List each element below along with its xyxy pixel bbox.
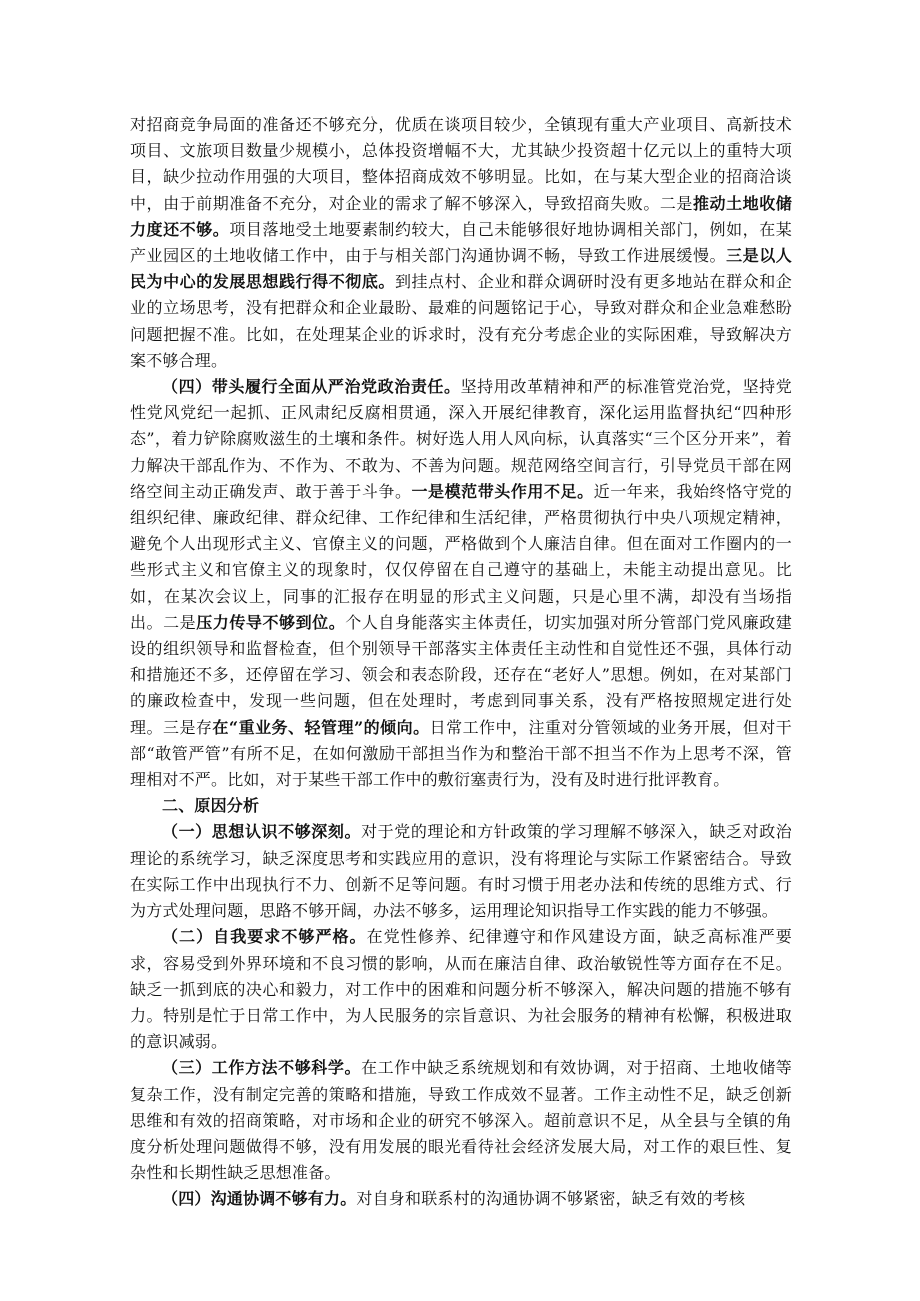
bold-text-run: （二）自我要求不够严格。 — [162, 927, 367, 947]
text-run: 日常工作中，注重对分管领域的业务开展，但对干部“敢管严管”有所不足，在如何激励干部担当作为和整治干部不担当不作为上思考不深，管理相对不严。比如，对于某些干部工作中的敷衍塞责行为，没有及时进行批评教育。 — [130, 717, 792, 790]
bold-text-run: 推动土地收储力度还不够。 — [130, 193, 792, 239]
text-run: 坚持用改革精神和严的标准管党治党，坚持党性党风党纪一起抓、正风肃纪反腐相贯通，深入开展纪律教育，深化运用监督执纪“四种形态”，着力铲除腐败滋生的土壤和条件。树好选人用人风向标，认真落实“三个区分开来”，着力解决干部乱作为、不作为、不敢为、不善为问题。规范网络空间言行，引导党员干部在网络空间主动正确发声、敢于善于斗争。 — [130, 377, 792, 501]
paragraph-cause-ideology — [130, 819, 792, 924]
bold-text-run: 二、原因分析 — [162, 796, 260, 816]
paragraph-continuation — [130, 112, 792, 374]
text-run: 项目落地受土地要素制约较大，自己未能够很好地协调相关部门，例如，在某产业园区的土地收储工作中，由于与相关部门沟通协调不畅，导致工作进展缓慢。 — [130, 219, 792, 266]
bold-text-run: （四）带头履行全面从严治党政治责任。 — [162, 377, 461, 397]
bold-text-run: 压力传导不够到位。 — [196, 612, 346, 632]
paragraph-cause-self-discipline — [130, 924, 792, 1055]
bold-text-run: 在“重业务、轻管理”的倾向。 — [212, 717, 430, 737]
paragraph-party-discipline — [130, 374, 792, 793]
bold-text-run: 三是以人民为中心的发展思想践行得不彻底。 — [130, 246, 792, 292]
bold-text-run: （三）工作方法不够科学。 — [162, 1058, 362, 1078]
bold-text-run: 一是模范带头作用不足。 — [411, 481, 594, 501]
text-run: 对招商竞争局面的准备还不够充分，优质在谈项目较少，全镇现有重大产业项目、高新技术项目、文旅项目数量少规模小，总体投资增幅不大，尤其缺少投资超十亿元以上的重特大项目，缺少拉动作用强的大项目，整体招商成效不够明显。比如，在与某大型企业的招商洽谈中，由于前期准备不充分，对企业的需求了解不够深入，导致招商失败。二是 — [130, 115, 792, 213]
paragraph-cause-coordination — [130, 1186, 792, 1212]
text-run: 对于党的理论和方针政策的学习理解不够深入，缺乏对政治理论的系统学习，缺乏深度思考和实践应用的意识，没有将理论与实际工作紧密结合。导致在实际工作中出现执行不力、创新不足等问题。有时习惯于用老办法和传统的思维方式、行为方式处理问题，思路不够开阔，办法不够多，运用理论知识指导工作实践的能力不够强。 — [130, 822, 793, 921]
text-run: 个人自身能落实主体责任，切实加强对所分管部门党风廉政建设的组织领导和监督检查，但个别领导干部落实主体责任主动性和自觉性还不强，具体行动和措施还不多，还停留在学习、领会和表态阶段，还存在“老好人”思想。例如，在对某部门的廉政检查中，发现一些问题，但在处理时，考虑到同事关系，没有严格按照规定进行处理。三是存 — [130, 612, 792, 737]
text-run: 到挂点村、企业和群众调研时没有更多地站在群众和企业的立场思考，没有把群众和企业最盼、最难的问题铭记于心，导致对群众和企业急难愁盼问题把握不准。比如，在处理某企业的诉求时，没有充分考虑企业的实际困难，导致解决方案不够合理。 — [130, 272, 792, 370]
bold-text-run: （四）沟通协调不够有力。 — [162, 1189, 357, 1209]
document-page — [130, 112, 792, 1213]
text-run: 对自身和联系村的沟通协调不够紧密，缺乏有效的考核 — [356, 1189, 746, 1209]
bold-text-run: （一）思想认识不够深刻。 — [162, 822, 362, 842]
text-run: 在党性修养、纪律遵守和作风建设方面，缺乏高标准严要求，容易受到外界环境和不良习惯的影响，从而在廉洁自律、政治敏锐性等方面存在不足。缺乏一抓到底的决心和毅力，对工作中的困难和问题分析不够深入，解决问题的措施不够有力。特别是忙于日常工作中，为人民服务的宗旨意识、为社会服务的精神有松懈，积极进取的意识减弱。 — [130, 927, 792, 1052]
text-run: 在工作中缺乏系统规划和有效协调，对于招商、土地收储等复杂工作，没有制定完善的策略和措施，导致工作成效不显著。工作主动性不足，缺乏创新思维和有效的招商策略，对市场和企业的研究不够深入。超前意识不足，从全县与全镇的角度分析处理问题做得不够，没有用发展的眼光看待社会经济发展大局，对工作的艰巨性、复杂性和长期性缺乏思想准备。 — [130, 1058, 793, 1183]
section-heading-cause-analysis — [130, 793, 792, 819]
text-run: 近一年来，我始终恪守党的组织纪律、廉政纪律、群众纪律、工作纪律和生活纪律，严格贯彻执行中央八项规定精神，避免个人出现形式主义、官僚主义的问题，严格做到个人廉洁自律。但在面对工作圈内的一些形式主义和官僚主义的现象时，仅仅停留在自己遵守的基础上，未能主动提出意见。比如，在某次会议上，同事的汇报存在明显的形式主义问题，只是心里不满，却没有当场指出。二是 — [130, 481, 793, 632]
paragraph-cause-work-method — [130, 1055, 792, 1186]
